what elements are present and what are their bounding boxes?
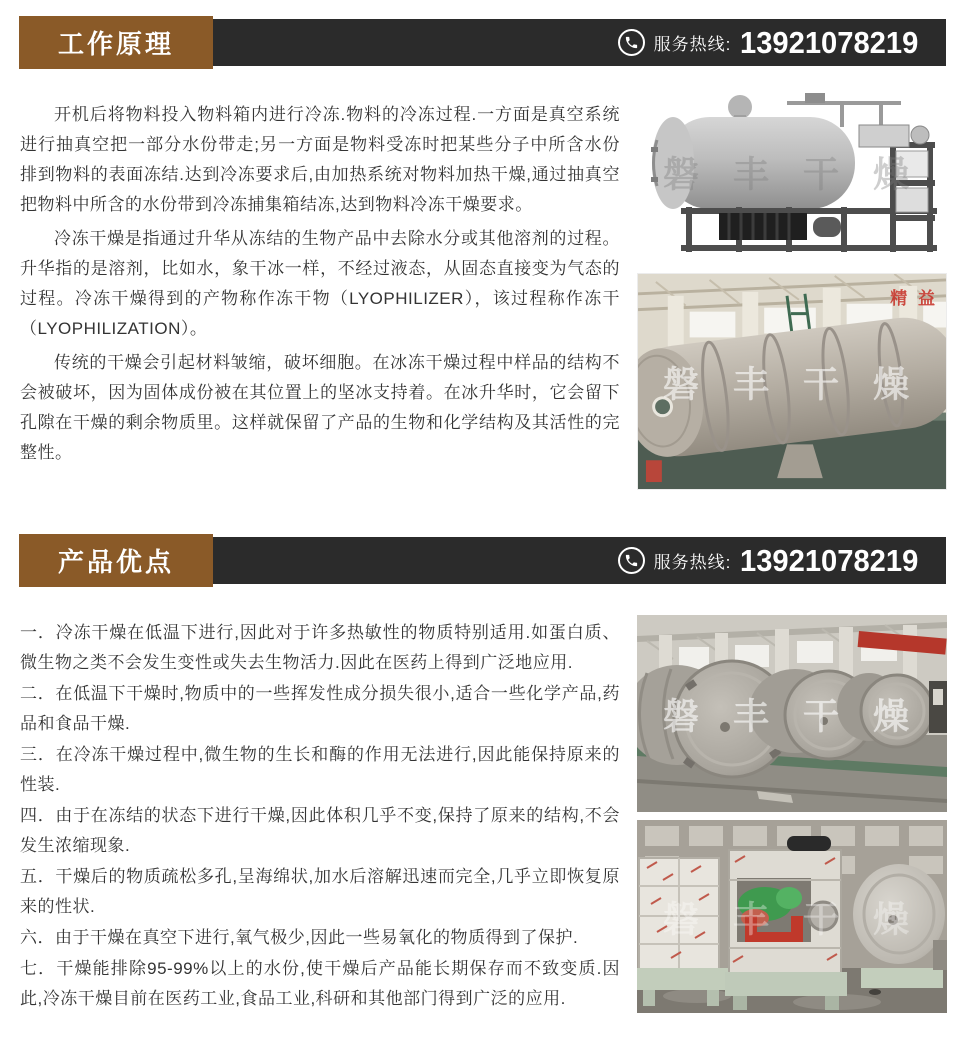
phone-icon bbox=[618, 547, 645, 574]
section-title-box bbox=[19, 16, 213, 69]
section-title-box bbox=[19, 534, 213, 587]
phone-icon bbox=[618, 29, 645, 56]
cylinder-workshop-illustration bbox=[638, 274, 946, 489]
product-advantages-content bbox=[20, 615, 947, 1015]
freeze-dryer-illustration bbox=[637, 85, 947, 258]
product-advantages-photos bbox=[637, 615, 947, 1015]
product-detail-page bbox=[0, 16, 965, 1059]
advantage-item: 一．冷冻干燥在低温下进行,因此对于许多热敏性的物质特别适用.如蛋白质、微生物之类不会发生变性或失去生物活力.因此在医药上得到广泛地应用. bbox=[20, 623, 620, 672]
advantage-item: 七．干燥能排除95-99%以上的水份,使干燥后产品能长期保存而不致变质.因此,冷冻干燥目前在医药工业,食品工业,科研和其他部门得到广泛的应用. bbox=[20, 959, 620, 1008]
hotline bbox=[618, 537, 930, 584]
hotline-label: 服务热线: bbox=[653, 35, 732, 54]
hotline bbox=[618, 19, 930, 66]
working-principle-content bbox=[20, 85, 947, 490]
advantage-item: 二．在低温下干燥时,物质中的一些挥发性成分损失很小,适合一些化学产品,药品和食品干燥. bbox=[20, 684, 620, 733]
photo-watermark: 磐 丰 干 燥 bbox=[662, 695, 922, 736]
square-units-illustration bbox=[637, 820, 947, 1013]
paragraph: 传统的干燥会引起材料皱缩，破坏细胞。在冰冻干燥过程中样品的结构不会被破坏，因为固体成份被在其位置上的坚冰支持着。在冰升华时，它会留下孔隙在干燥的剩余物质里。这样就保留了产品的生物和化学结构及其活性的完整性。 bbox=[20, 353, 620, 462]
advantage-item: 三．在冷冻干燥过程中,微生物的生长和酶的作用无法进行,因此能保持原来的性装. bbox=[20, 745, 620, 794]
section-header-product-advantages bbox=[19, 534, 946, 587]
photo-watermark: 磐 丰 干 燥 bbox=[662, 363, 922, 404]
square-dryer-units-photo bbox=[637, 820, 947, 1013]
advantage-item: 六．由于干燥在真空下进行,氧气极少,因此一些易氧化的物质得到了保护. bbox=[20, 928, 579, 947]
section-title: 产品优点 bbox=[57, 547, 174, 577]
working-principle-text bbox=[20, 85, 628, 490]
advantage-item: 四．由于在冻结的状态下进行干燥,因此体积几乎不变,保持了原来的结构,不会发生浓缩现象. bbox=[20, 806, 620, 855]
hotline-number: 13921078219 bbox=[740, 25, 919, 60]
tank-row-illustration bbox=[637, 615, 947, 812]
freeze-dryer-machine-photo bbox=[637, 85, 947, 258]
photo-watermark: 磐 丰 干 燥 bbox=[662, 898, 922, 939]
working-principle-photos bbox=[637, 85, 947, 490]
advantage-item: 五．干燥后的物质疏松多孔,呈海绵状,加水后溶解迅速而完全,几乎立即恢复原来的性状. bbox=[20, 867, 620, 916]
photo-corner-mark: 精 益 bbox=[890, 289, 938, 308]
section-header-working-principle bbox=[19, 16, 946, 69]
photo-watermark: 磐 丰 干 燥 bbox=[662, 153, 922, 194]
hotline-label: 服务热线: bbox=[653, 553, 732, 572]
paragraph: 冷冻干燥是指通过升华从冻结的生物产品中去除水分或其他溶剂的过程。升华指的是溶剂，比如水，象干冰一样，不经过液态，从固态直接变为气态的过程。冷冻干燥得到的产物称作冻干物（LYOPHILIZER），该过程称作冻干（LYOPHILIZATION）。 bbox=[20, 229, 620, 338]
product-advantages-list bbox=[20, 615, 628, 1015]
section-title: 工作原理 bbox=[57, 29, 174, 59]
tank-row-workshop-photo bbox=[637, 615, 947, 812]
large-drying-cylinder-photo bbox=[637, 273, 947, 490]
paragraph: 开机后将物料投入物料箱内进行冷冻.物料的冷冻过程.一方面是真空系统进行抽真空把一部分水份带走;另一方面是物料受冻时把某些分子中所含水份排到物料的表面冻结.达到冷冻要求后,由加热系统对物料加热干燥,通过抽真空把物料中所含的水份带到冷冻捕集箱结冻,达到物料冷冻干燥要求。 bbox=[20, 105, 620, 214]
hotline-number: 13921078219 bbox=[740, 543, 919, 578]
